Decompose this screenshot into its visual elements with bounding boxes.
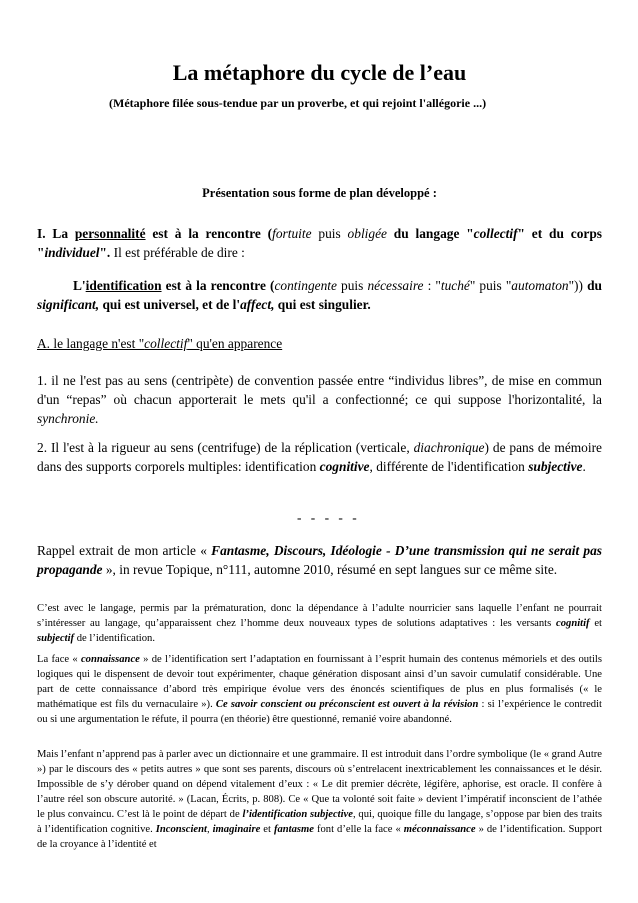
section-1-restatement: L'identification est à la rencontre (contingente puis nécessaire : "tuché" puis "automaton")) du significant, qui est universel, et de l'affect, qui est singulier. bbox=[37, 278, 602, 312]
plan-heading: Présentation sous forme de plan développé : bbox=[202, 186, 437, 200]
excerpt-paragraph-2: La face « connaissance » de l’identification sert l’adaptation en fournissant à l’esprit humain des contenus mémoriels et des outils logiques qui le dispensent de devoir tout expérimenter, chaque génération disposant ainsi d’un savoir cumulatif considérable. Une part de cette connaissance d’abord très empirique évolue vers des énoncés scientifiques de plus en plus formalisés (« le mathématique est fils du vernaculaire »). Ce savoir conscient ou préconscient est ouvert à la révision : si l’expérience le contredit ou si une argumentation le réfute, il pourra (en théorie) être questionné, remanié voire abandonné. bbox=[37, 654, 602, 725]
page-subtitle: (Métaphore filée sous-tendue par un proverbe, et qui rejoint l'allégorie ...) bbox=[109, 96, 487, 110]
article-reminder: Rappel extrait de mon article « Fantasme, Discours, Idéologie - D’une transmission qui ne serait pas propagande », in revue Topique, n°111, automne 2010, résumé en sept langues sur ce même site. bbox=[37, 543, 603, 577]
point-2-paragraph: 2. Il l'est à la rigueur au sens (centrifuge) de la réplication (verticale, diachronique) de pans de mémoire dans des supports corporels multiples: identification cognitive, différente de l'identification subjective. bbox=[37, 440, 603, 474]
section-separator: - - - - - bbox=[297, 510, 360, 525]
page-title: La métaphore du cycle de l’eau bbox=[172, 60, 467, 85]
section-1-heading: I. La personnalité est à la rencontre (fortuite puis obligée du langage "collectif" et du corps "individuel". Il est préférable de dire : bbox=[37, 226, 602, 260]
excerpt-paragraph-1: C’est avec le langage, permis par la prématuration, donc la dépendance à l’adulte nourricier sans laquelle l’enfant ne pourrait s’intéresser au langage, qu’apparaissent chez l’homme deux nouveaux types de solutions adaptatives : les versants cognitif et subjectif de l’identification. bbox=[37, 603, 602, 644]
excerpt-paragraph-3: Mais l’enfant n’apprend pas à parler avec un dictionnaire et une grammaire. Il est introduit dans l’ordre symbolique (le « grand Autre ») par le discours des « petits autres » que sont ses parents, discours où s’entrelacent inextricablement les connaissances et le désir. Impossible de s’y dérober quand on dépend vitalement d’eux : « Le dit premier décrète, légifère, aphorise, est oracle. Il confère à l’autre réel son obscure autorité. » (Lacan, Écrits, p. 808). Ce « Que ta volonté soit faite » devient l’impératif inconscient de l’athée le plus convaincu. C’est là le point de départ de l’identification subjective, qui, quoique fille du langage, s’oppose par bien des traits à l’identification cognitive. Inconscient, imaginaire et fantasme font d’elle la face « méconnaissance » de l’identification. Support de la croyance à l’identité et bbox=[37, 749, 603, 850]
point-1-paragraph: 1. il ne l'est pas au sens (centripète) de convention passée entre “individus libres”, de mise en commun d'un “repas” où chacun apporterait le mets qu'il a confectionné; ce qui suppose l'horizontalité, la synchronie. bbox=[37, 373, 602, 426]
subsection-a-heading: A. le langage n'est "collectif" qu'en apparence bbox=[37, 336, 283, 351]
